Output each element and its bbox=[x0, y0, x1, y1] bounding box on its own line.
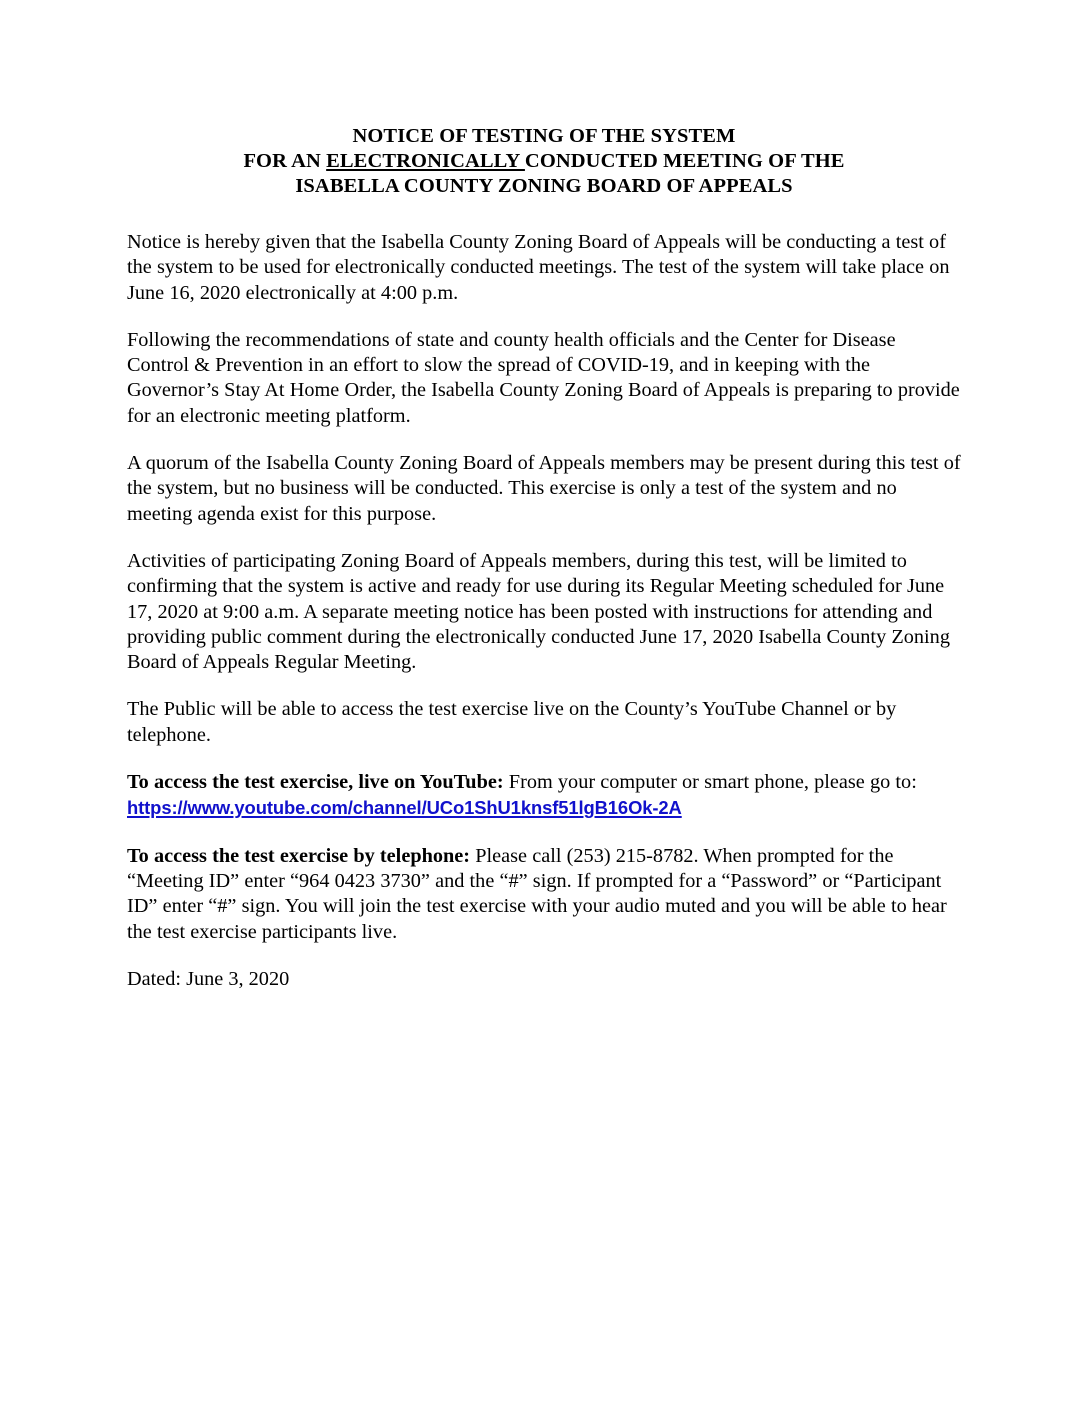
spacer bbox=[127, 306, 961, 328]
paragraph-telephone-access bbox=[127, 844, 961, 945]
title-line-2 bbox=[127, 149, 961, 174]
spacer bbox=[127, 675, 961, 697]
paragraph-youtube-access bbox=[127, 770, 961, 822]
title-line-2-suffix: CONDUCTED MEETING OF THE bbox=[524, 150, 845, 172]
paragraph-quorum: A quorum of the Isabella County Zoning Board of Appeals members may be present during this test of the system, but no business will be conducted. This exercise is only a test of the system and no meeting agenda exist for this purpose. bbox=[127, 452, 961, 525]
spacer bbox=[127, 822, 961, 844]
spacer bbox=[127, 748, 961, 770]
page-title bbox=[127, 124, 961, 199]
spacer bbox=[127, 199, 961, 230]
spacer bbox=[127, 527, 961, 549]
youtube-access-lead: To access the test exercise, live on YouTube: bbox=[127, 771, 504, 794]
telephone-access-lead: To access the test exercise by telephone: bbox=[127, 844, 471, 867]
title-line-3: ISABELLA COUNTY ZONING BOARD OF APPEALS bbox=[295, 175, 793, 197]
title-line-2-prefix: FOR AN bbox=[243, 150, 327, 172]
document-body bbox=[127, 124, 961, 992]
youtube-access-body: From your computer or smart phone, please go to: bbox=[503, 771, 917, 794]
spacer bbox=[127, 429, 961, 451]
spacer bbox=[127, 945, 961, 967]
paragraph-health-recommendations: Following the recommendations of state and county health officials and the Center for Disease Control & Prevention in an effort to slow the spread of COVID-19, and in keeping with the Governor’s Stay At Home Order, the Isabella County Zoning Board of Appeals is preparing to provide for an electronic meeting platform. bbox=[127, 328, 960, 427]
title-line-2-underlined: ELECTRONICALLY bbox=[326, 150, 525, 172]
paragraph-activities: Activities of participating Zoning Board of Appeals members, during this test, will be limited to confirming that the system is active and ready for use during its Regular Meeting scheduled for June 17, 2020 at 9:00 a.m. A separate meeting notice has been posted with instructions for attending and providing public comment during the electronically conducted June 17, 2020 Isabella County Zoning Board of Appeals Regular Meeting. bbox=[127, 549, 950, 674]
title-line-1: NOTICE OF TESTING OF THE SYSTEM bbox=[352, 125, 736, 147]
dated-line: Dated: June 3, 2020 bbox=[127, 967, 290, 990]
telephone-access-body: Please call (253) 215-8782. When prompted for the “Meeting ID” enter “964 0423 3730” and the “#” sign. If prompted for a “Password” or “Participant ID” enter “#” sign. You will join the test exercise with your audio muted and you will be able to hear the test exercise participants live. bbox=[127, 844, 947, 943]
paragraph-public-access: The Public will be able to access the test exercise live on the County’s YouTube Channel or by telephone. bbox=[127, 698, 897, 746]
paragraph-notice-given: Notice is hereby given that the Isabella County Zoning Board of Appeals will be conducting a test of the system to be used for electronically conducted meetings. The test of the system will take place on June 16, 2020 electronically at 4:00 p.m. bbox=[127, 231, 950, 304]
youtube-channel-link[interactable]: https://www.youtube.com/channel/UCo1ShU1knsf51lgB16Ok-2A bbox=[127, 797, 682, 819]
